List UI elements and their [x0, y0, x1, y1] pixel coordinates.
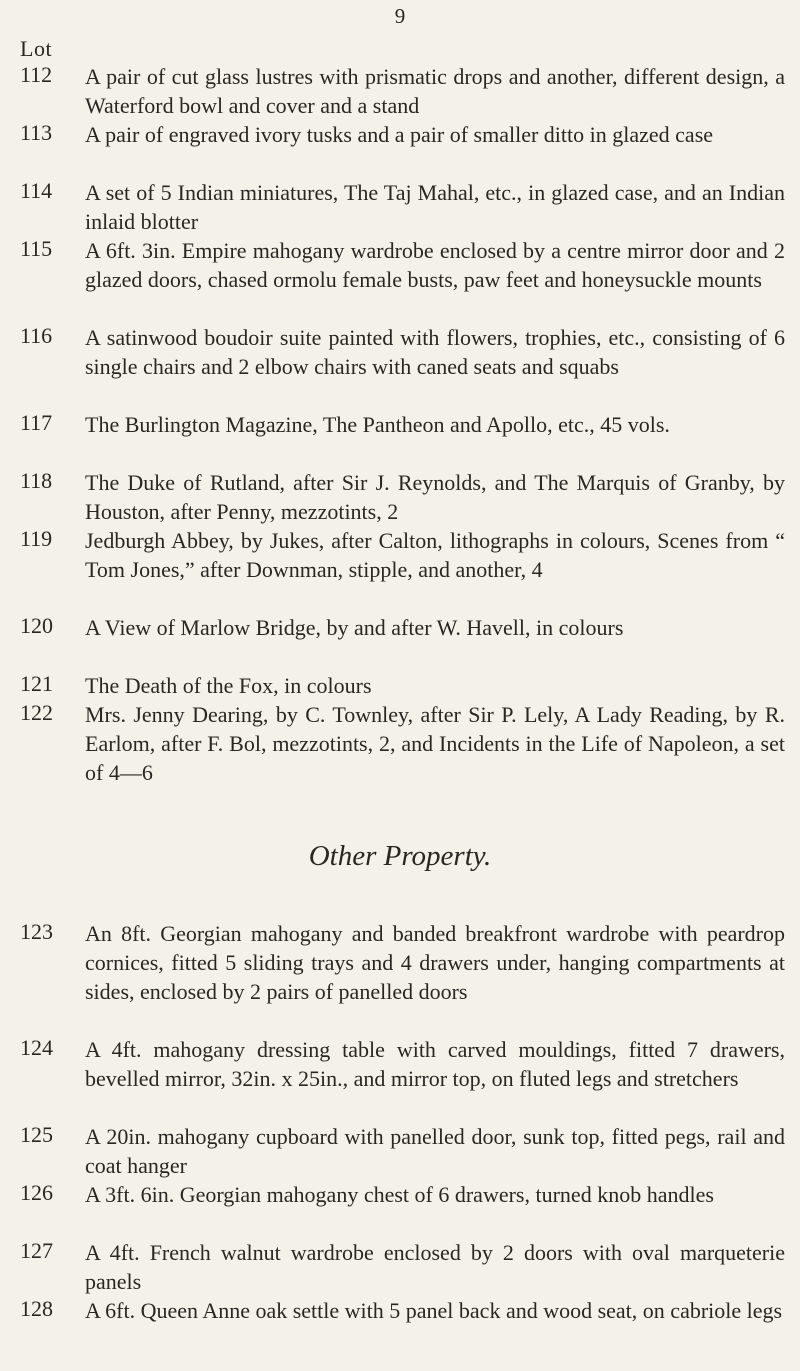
lot-number: 128	[20, 1296, 53, 1321]
lot-number: 121	[20, 671, 53, 696]
lot-number: 117	[20, 410, 53, 435]
lot-description: A set of 5 Indian miniatures, The Taj Mahal, etc., in glazed case, and an Indian inlaid blotter	[85, 180, 785, 234]
lot-description: A 4ft. French walnut wardrobe enclosed by 2 doors with oval marqueterie panels	[85, 1240, 785, 1294]
lot-description: A 6ft. 3in. Empire mahogany wardrobe enclosed by a centre mirror door and 2 glazed doors, chased ormolu female busts, paw feet and honeysuckle mounts	[85, 238, 785, 292]
page-number: 9	[394, 4, 406, 28]
lot-description: An 8ft. Georgian mahogany and banded breakfront wardrobe with peardrop cornices, fitted 5 sliding trays and 4 drawers under, hanging compartments at sides, enclosed by 2 pairs of panelled doors	[85, 921, 785, 1004]
lot-description: A pair of engraved ivory tusks and a pair of smaller ditto in glazed case	[85, 122, 714, 147]
lot-number: 119	[20, 526, 53, 551]
lot-number: 122	[20, 700, 53, 725]
lot-number: 124	[20, 1035, 53, 1060]
lot-number: 113	[20, 120, 53, 145]
lot-description: Jedburgh Abbey, by Jukes, after Calton, lithographs in colours, Scenes from “ Tom Jones,” after Downman, stipple, and another, 4	[85, 528, 785, 582]
lot-description: A 20in. mahogany cupboard with panelled door, sunk top, fitted pegs, rail and coat hanger	[85, 1124, 785, 1178]
section-title: Other Property.	[308, 840, 492, 872]
lot-description: A 6ft. Queen Anne oak settle with 5 panel back and wood seat, on cabriole legs	[85, 1298, 783, 1323]
lot-number: 116	[20, 323, 53, 348]
lot-description: The Burlington Magazine, The Pantheon and Apollo, etc., 45 vols.	[85, 412, 670, 437]
lot-description: The Duke of Rutland, after Sir J. Reynolds, and The Marquis of Granby, by Houston, after Penny, mezzotints, 2	[85, 470, 785, 524]
lot-number: 114	[20, 178, 53, 203]
lot-description: A satinwood boudoir suite painted with flowers, trophies, etc., consisting of 6 single chairs and 2 elbow chairs with caned seats and squabs	[85, 325, 785, 379]
lot-number: 115	[20, 236, 53, 261]
lot-number: 118	[20, 468, 53, 493]
lot-number: 120	[20, 613, 53, 638]
lot-description: The Death of the Fox, in colours	[85, 673, 372, 698]
lot-description: A View of Marlow Bridge, by and after W. Havell, in colours	[85, 615, 624, 640]
lot-number: 112	[20, 62, 53, 87]
lot-column-header: Lot	[20, 36, 53, 61]
lot-description: Mrs. Jenny Dearing, by C. Townley, after Sir P. Lely, A Lady Reading, by R. Earlom, after F. Bol, mezzotints, 2, and Incidents in the Life of Napoleon, a set of 4—6	[85, 702, 785, 785]
lot-description: A pair of cut glass lustres with prismatic drops and another, different design, a Waterford bowl and cover and a stand	[85, 64, 785, 118]
lot-description: A 3ft. 6in. Georgian mahogany chest of 6 drawers, turned knob handles	[85, 1182, 714, 1207]
lot-number: 126	[20, 1180, 53, 1205]
lot-description: A 4ft. mahogany dressing table with carved mouldings, fitted 7 drawers, bevelled mirror, 32in. x 25in., and mirror top, on fluted legs and stretchers	[85, 1037, 785, 1091]
lot-number: 125	[20, 1122, 53, 1147]
lot-number: 123	[20, 919, 53, 944]
lot-number: 127	[20, 1238, 53, 1263]
